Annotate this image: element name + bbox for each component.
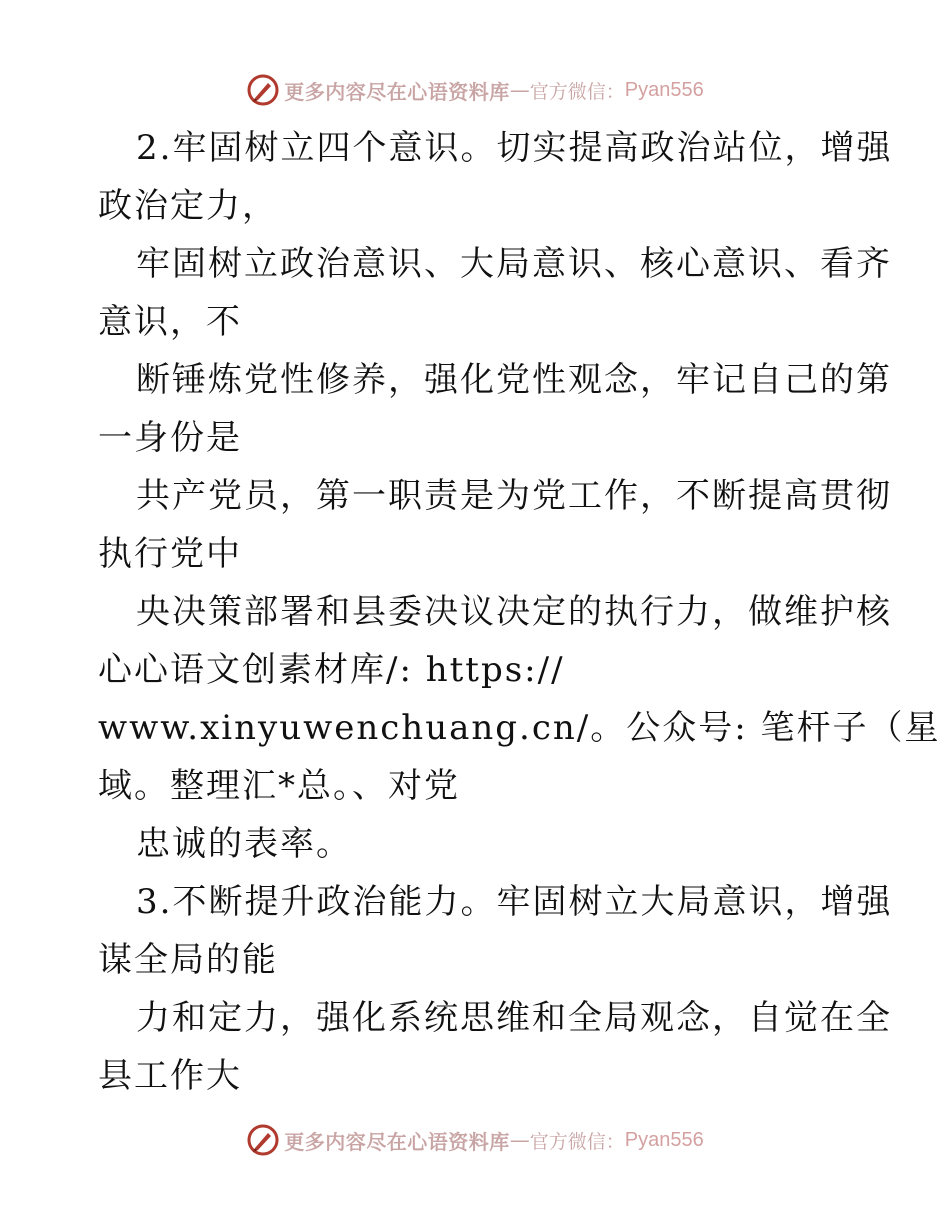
- body-line: 央决策部署和县委决议决定的执行力，做维护核: [136, 592, 892, 632]
- body-line: 县工作大: [98, 1056, 242, 1096]
- watermark-wechat-id: Pyan556: [624, 1128, 704, 1151]
- body-line: 3.不断提升政治能力。牢固树立大局意识，增强: [136, 882, 893, 922]
- pen-logo-icon: [246, 1123, 280, 1157]
- body-line: 意识，不: [98, 302, 242, 342]
- watermark-separator: —: [509, 1128, 530, 1152]
- body-line: 一身份是: [98, 418, 242, 458]
- body-line: 谋全局的能: [98, 940, 278, 980]
- body-line: 心心语文创素材库/: https://: [98, 650, 565, 690]
- body-line: 执行党中: [98, 534, 242, 574]
- body-line: www.xinyuwenchuang.cn/。公众号: 笔杆子（星: [98, 708, 941, 748]
- watermark-wechat-id: Pyan556: [624, 78, 704, 101]
- watermark-group: [246, 1123, 703, 1157]
- body-line: 域。整理汇*总。、对党: [98, 766, 460, 806]
- body-line: 共产党员，第一职责是为党工作，不断提高贯彻: [136, 476, 892, 516]
- body-line: 忠诚的表率。: [136, 824, 352, 864]
- watermark-separator: —: [509, 78, 530, 102]
- footer-watermark: [0, 1120, 950, 1160]
- watermark-site-text: 更多内容尽在心语资料库: [284, 1129, 510, 1154]
- body-line: 力和定力，强化系统思维和全局观念，自觉在全: [136, 998, 892, 1038]
- body-line: 政治定力，: [98, 186, 278, 226]
- watermark-wechat-label: 官方微信：: [529, 1130, 625, 1153]
- watermark-site-text: 更多内容尽在心语资料库: [284, 79, 510, 104]
- body-line: 2.牢固树立四个意识。切实提高政治站位，增强: [136, 128, 893, 168]
- body-line: 断锤炼党性修养，强化党性观念，牢记自己的第: [136, 360, 892, 400]
- watermark-wechat-label: 官方微信：: [529, 80, 625, 103]
- body-line: 牢固树立政治意识、大局意识、核心意识、看齐: [136, 244, 892, 284]
